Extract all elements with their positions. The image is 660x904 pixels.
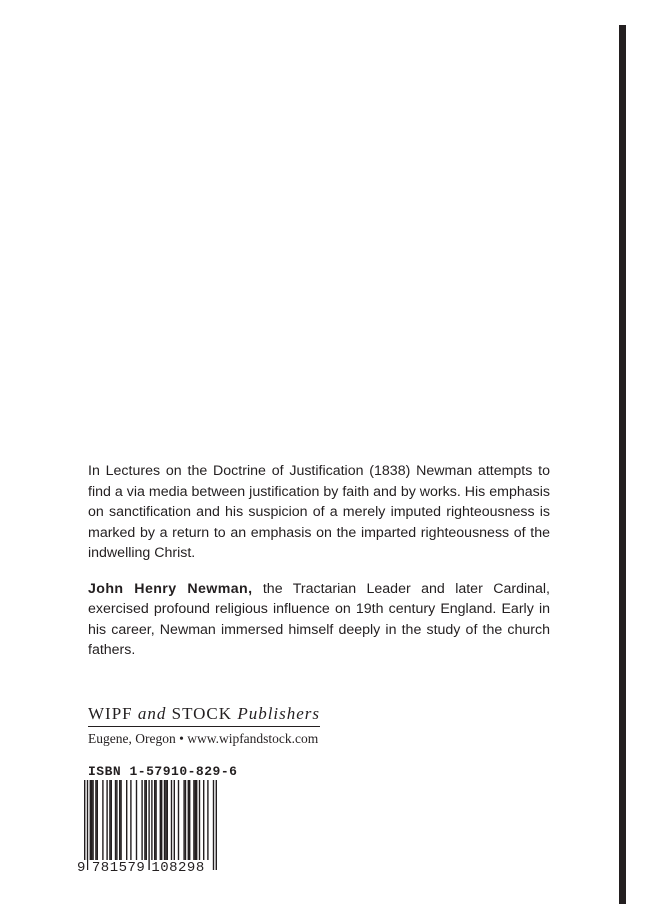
barcode-bar bbox=[167, 780, 168, 860]
barcode-bar bbox=[95, 780, 96, 860]
barcode-bar bbox=[161, 780, 162, 860]
barcode-bar bbox=[141, 780, 142, 860]
barcode-bar bbox=[189, 780, 190, 860]
barcode-bar bbox=[119, 780, 120, 860]
barcode-bar bbox=[171, 780, 172, 860]
barcode-bar bbox=[115, 780, 116, 860]
barcode-bar bbox=[213, 780, 214, 870]
barcode-bar bbox=[116, 780, 117, 860]
barcode-bar bbox=[199, 780, 200, 860]
barcode-bar bbox=[154, 780, 155, 860]
barcode-bar bbox=[155, 780, 156, 860]
barcode-digit-group-left: 781579 bbox=[91, 860, 146, 876]
barcode-digits bbox=[76, 860, 206, 876]
barcode-bar bbox=[120, 780, 121, 860]
barcode-bar bbox=[195, 780, 196, 860]
barcode-digit-first: 9 bbox=[77, 860, 86, 876]
spine-edge-bar bbox=[619, 25, 626, 904]
author-name: John Henry Newman, bbox=[88, 580, 253, 597]
barcode-bar bbox=[193, 780, 194, 860]
barcode-bar bbox=[174, 780, 175, 860]
barcode-bars bbox=[76, 780, 222, 870]
publisher-name: WIPF and STOCK Publishers bbox=[88, 704, 320, 727]
isbn-label: ISBN 1-57910-829-6 bbox=[88, 764, 238, 779]
barcode-bar bbox=[160, 780, 161, 860]
barcode-bar bbox=[216, 780, 217, 870]
barcode-bar bbox=[130, 780, 131, 860]
barcode-bar bbox=[91, 780, 92, 860]
barcode bbox=[76, 780, 222, 878]
barcode-bar bbox=[87, 780, 88, 870]
barcode-bar bbox=[111, 780, 112, 860]
book-description bbox=[88, 461, 550, 676]
barcode-bar bbox=[207, 780, 208, 860]
barcode-bar bbox=[148, 780, 149, 870]
author-paragraph bbox=[88, 579, 550, 661]
barcode-bar bbox=[151, 780, 152, 870]
barcode-bar bbox=[97, 780, 98, 860]
barcode-bar bbox=[90, 780, 91, 860]
barcode-bar bbox=[84, 780, 85, 870]
barcode-bar bbox=[146, 780, 147, 860]
author-bio: the Tractarian Leader and later Cardinal, exercised profound religious influence on 19th century England. Early in his career, Newman immersed himself deeply in the study of the church fathers. bbox=[88, 580, 550, 658]
barcode-bar bbox=[102, 780, 103, 860]
barcode-bar bbox=[136, 780, 137, 860]
barcode-bar bbox=[106, 780, 107, 860]
barcode-bar bbox=[183, 780, 184, 860]
barcode-bar bbox=[144, 780, 145, 860]
publisher-block bbox=[88, 704, 338, 747]
barcode-bar bbox=[92, 780, 93, 860]
barcode-bar bbox=[188, 780, 189, 860]
barcode-bar bbox=[185, 780, 186, 860]
barcode-bar bbox=[203, 780, 204, 860]
publisher-location: Eugene, Oregon • www.wipfandstock.com bbox=[88, 731, 319, 746]
barcode-digit-group-right: 108298 bbox=[151, 860, 205, 876]
barcode-bar bbox=[126, 780, 127, 860]
barcode-bar bbox=[178, 780, 179, 860]
barcode-bar bbox=[164, 780, 165, 860]
description-paragraph: In Lectures on the Doctrine of Justification (1838) Newman attempts to find a via media between justification by faith and by works. His emphasis on sanctification and his suspicion of a merely imputed righteousness is marked by a return to an emphasis on the imparted righteousness of the indwelling Christ. bbox=[88, 463, 550, 561]
barcode-bar bbox=[196, 780, 197, 860]
barcode-bar bbox=[109, 780, 110, 860]
barcode-bar bbox=[165, 780, 166, 860]
